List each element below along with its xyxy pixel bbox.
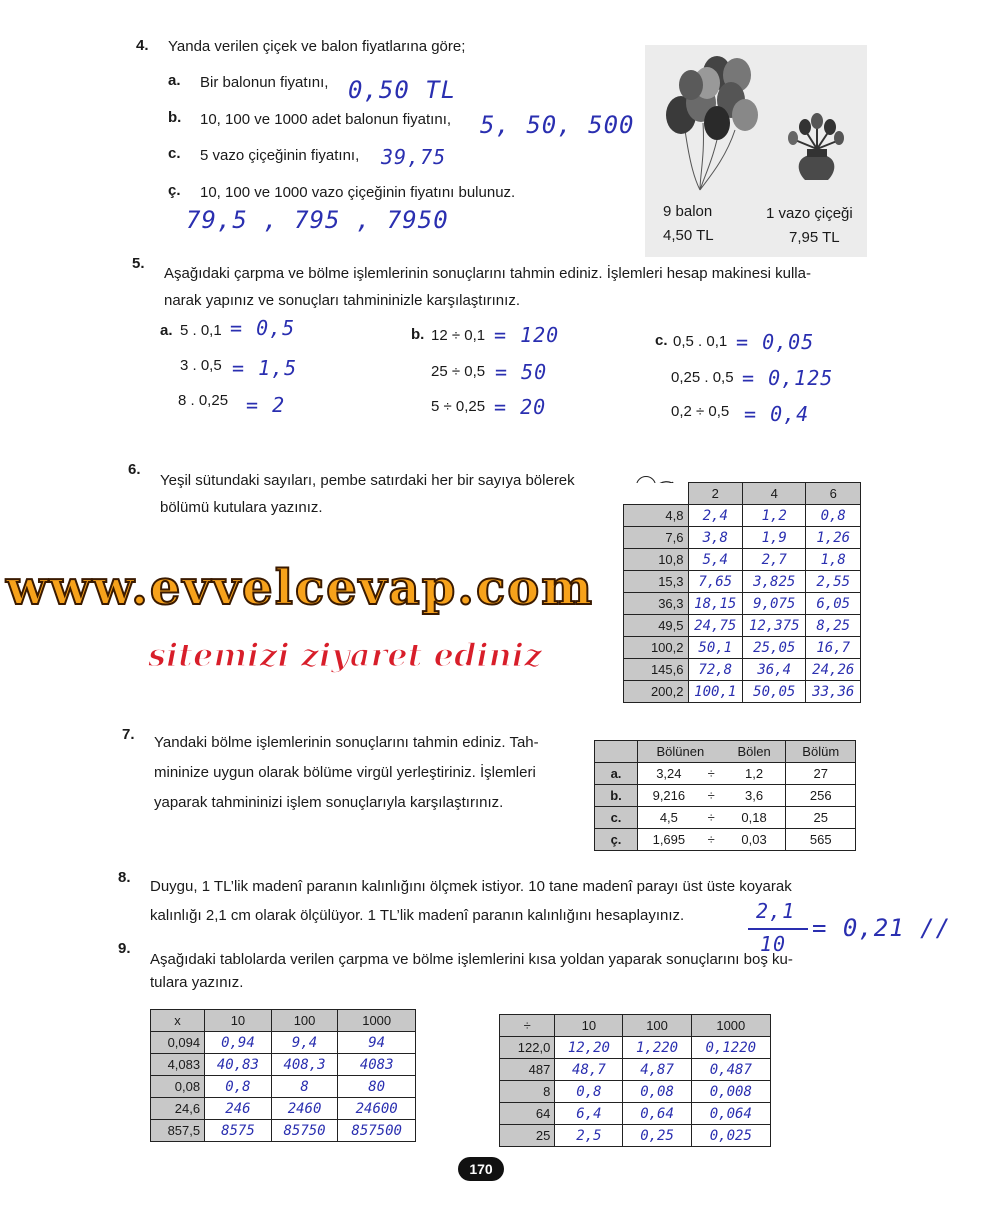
q6-row: [624, 681, 861, 703]
q9-div-answer-cell: 0,064: [691, 1103, 770, 1125]
q9-div-answer-cell: 2,5: [555, 1125, 623, 1147]
q5b-1: 12 ÷ 0,1: [431, 327, 486, 344]
q7-operator: ÷: [700, 785, 723, 807]
q4b-text: 10, 100 ve 1000 adet balonun fiyatını,: [200, 111, 452, 128]
q6-row: [624, 549, 861, 571]
q6-answer-cell: 1,9: [743, 527, 806, 549]
q4b-answer: 5, 50, 500: [480, 111, 635, 139]
q6-number: 6.: [128, 461, 141, 478]
q9-mul-answer-cell: 857500: [338, 1120, 416, 1142]
q6-row: [624, 615, 861, 637]
q6-row: [624, 527, 861, 549]
q6-text-2: bölümü kutulara yazınız.: [160, 499, 323, 516]
q6-row: [624, 571, 861, 593]
q9-mul-row-label: 4,083: [151, 1054, 205, 1076]
q4b-label: b.: [168, 109, 182, 126]
q5b-2: 25 ÷ 0,5: [431, 363, 486, 380]
q9-div-answer-cell: 4,87: [623, 1059, 691, 1081]
q9-mul-row: [151, 1054, 416, 1076]
q8-text-2: kalınlığı 2,1 cm olarak ölçülüyor. 1 TL’lik madenî paranın kalınlığını hesaplayınız.: [150, 907, 685, 924]
q6-answer-cell: 2,4: [688, 505, 743, 527]
q9-div-answer-cell: 0,487: [691, 1059, 770, 1081]
q4c-text: 5 vazo çiçeğinin fiyatını,: [200, 147, 360, 164]
q5a-3: 8 . 0,25: [178, 392, 229, 409]
q7-row: [595, 829, 856, 851]
q9-mul-answer-cell: 408,3: [271, 1054, 338, 1076]
q9-mul-header: 100: [271, 1010, 338, 1032]
q9-div-row-label: 64: [500, 1103, 555, 1125]
q5c-3: 0,2 ÷ 0,5: [671, 403, 730, 420]
q5-text-2: narak yapınız ve sonuçları tahmininizle karşılaştırınız.: [164, 292, 520, 309]
q7-text-2: mininize uygun olarak bölüme virgül yerleştiriniz. İşlemleri: [154, 764, 536, 781]
q5a-1-answer: = 0,5: [230, 316, 296, 340]
q7-row: [595, 807, 856, 829]
q5b-1-answer: = 120: [494, 323, 560, 347]
q9-multiplication-table: [150, 1009, 416, 1142]
q9-div-answer-cell: 12,20: [555, 1037, 623, 1059]
q9-mul-answer-cell: 85750: [271, 1120, 338, 1142]
q9-mul-answer-cell: 24600: [338, 1098, 416, 1120]
q6-answer-cell: 24,75: [688, 615, 743, 637]
q7-row-label: ç.: [595, 829, 638, 851]
q8-answer-denominator: 10: [760, 932, 787, 956]
q7-divisor: 0,18: [723, 807, 786, 829]
page-number: 170: [458, 1157, 504, 1181]
q9-mul-answer-cell: 9,4: [271, 1032, 338, 1054]
q4d-text: 10, 100 ve 1000 vazo çiçeğinin fiyatını bulunuz.: [200, 184, 516, 201]
q6-answer-cell: 72,8: [688, 659, 743, 681]
watermark-site: www.evvelcevap.com: [6, 560, 594, 616]
balloon-caption-1: 9 balon: [663, 203, 713, 220]
q9-mul-header: 10: [205, 1010, 272, 1032]
q7-divisor: 3,6: [723, 785, 786, 807]
q4-number: 4.: [136, 37, 149, 54]
q6-division-table: [623, 482, 861, 703]
q5b-2-answer: = 50: [495, 360, 548, 384]
q9-div-answer-cell: 0,025: [691, 1125, 770, 1147]
q6-answer-cell: 50,1: [688, 637, 743, 659]
q8-answer-result: = 0,21 //: [812, 914, 952, 942]
q6-header-cell: 2: [688, 483, 743, 505]
q6-row-label: 15,3: [624, 571, 689, 593]
q7-dividend: 9,216: [638, 785, 700, 807]
q6-answer-cell: 5,4: [688, 549, 743, 571]
q4a-label: a.: [168, 72, 181, 89]
q9-div-row-label: 487: [500, 1059, 555, 1081]
q5c-2: 0,25 . 0,5: [671, 369, 734, 386]
q6-header-cell: 6: [806, 483, 861, 505]
q7-quotient: 256: [786, 785, 856, 807]
q7-dividend: 4,5: [638, 807, 700, 829]
q9-mul-answer-cell: 246: [205, 1098, 272, 1120]
q7-number: 7.: [122, 726, 135, 743]
vase-caption-1: 1 vazo çiçeği: [766, 205, 853, 222]
q9-div-row: [500, 1081, 771, 1103]
q7-divisor: 0,03: [723, 829, 786, 851]
q9-div-row-label: 8: [500, 1081, 555, 1103]
q6-answer-cell: 50,05: [743, 681, 806, 703]
q4c-label: c.: [168, 145, 181, 162]
vase-flower-icon: [788, 113, 844, 180]
q9-mul-answer-cell: 0,8: [205, 1076, 272, 1098]
q9-div-row: [500, 1103, 771, 1125]
q7-dividend: 1,695: [638, 829, 700, 851]
q9-div-header: 1000: [691, 1015, 770, 1037]
q9-div-answer-cell: 0,08: [623, 1081, 691, 1103]
q5b-label: b.: [411, 326, 425, 343]
q9-div-row: [500, 1037, 771, 1059]
q5c-label: c.: [655, 332, 668, 349]
q6-header-cell: 4: [743, 483, 806, 505]
q6-answer-cell: 100,1: [688, 681, 743, 703]
balloons-icon: [666, 56, 758, 190]
q9-div-answer-cell: 48,7: [555, 1059, 623, 1081]
q5a-2-answer: = 1,5: [232, 356, 298, 380]
q7-division-table: [594, 740, 856, 851]
q9-div-header: 10: [555, 1015, 623, 1037]
q6-answer-cell: 33,36: [806, 681, 861, 703]
q6-answer-cell: 9,075: [743, 593, 806, 615]
q6-row-label: 200,2: [624, 681, 689, 703]
q9-mul-answer-cell: 40,83: [205, 1054, 272, 1076]
q7-row: [595, 763, 856, 785]
q6-row: [624, 637, 861, 659]
q6-answer-cell: 12,375: [743, 615, 806, 637]
q9-mul-header: 1000: [338, 1010, 416, 1032]
q9-text-1: Aşağıdaki tablolarda verilen çarpma ve bölme işlemlerini kısa yoldan yaparak sonuçlarını boş ku-: [150, 951, 793, 968]
q7-header-dividend: Bölünen: [638, 741, 723, 763]
q5b-3-answer: = 20: [494, 395, 547, 419]
q5a-3-answer: = 2: [246, 393, 286, 417]
q8-text-1: Duygu, 1 TL’lik madenî paranın kalınlığını ölçmek istiyor. 10 tane madenî parayı üst üste koyarak: [150, 878, 792, 895]
q9-div-row-label: 25: [500, 1125, 555, 1147]
q7-operator: ÷: [700, 807, 723, 829]
q6-answer-cell: 1,8: [806, 549, 861, 571]
q9-text-2: tulara yazınız.: [150, 974, 244, 991]
q9-mul-row: [151, 1076, 416, 1098]
q9-mul-answer-cell: 80: [338, 1076, 416, 1098]
q5a-2: 3 . 0,5: [180, 357, 222, 374]
q7-quotient: 565: [786, 829, 856, 851]
q5-number: 5.: [132, 255, 145, 272]
q4a-answer: 0,50 TL: [348, 76, 457, 104]
q9-mul-answer-cell: 2460: [271, 1098, 338, 1120]
q7-dividend: 3,24: [638, 763, 700, 785]
balloon-caption-2: 4,50 TL: [663, 227, 714, 244]
q9-div-answer-cell: 0,008: [691, 1081, 770, 1103]
q4a-text: Bir balonun fiyatını,: [200, 74, 329, 91]
q6-answer-cell: 6,05: [806, 593, 861, 615]
q6-answer-cell: 3,8: [688, 527, 743, 549]
q9-mul-row: [151, 1120, 416, 1142]
q6-row: [624, 659, 861, 681]
vase-caption-2: 7,95 TL: [789, 229, 840, 246]
q9-mul-answer-cell: 94: [338, 1032, 416, 1054]
q9-mul-header: x: [151, 1010, 205, 1032]
q9-mul-row-label: 857,5: [151, 1120, 205, 1142]
q9-div-answer-cell: 6,4: [555, 1103, 623, 1125]
q7-text-3: yaparak tahmininizi işlem sonuçlarıyla karşılaştırınız.: [154, 794, 504, 811]
q6-answer-cell: 2,55: [806, 571, 861, 593]
q6-text-1: Yeşil sütundaki sayıları, pembe satırdaki her bir sayıya bölerek: [160, 472, 575, 489]
q9-div-header: ÷: [500, 1015, 555, 1037]
q9-mul-answer-cell: 0,94: [205, 1032, 272, 1054]
q7-corner: [595, 741, 638, 763]
q9-mul-answer-cell: 8575: [205, 1120, 272, 1142]
q7-header-divisor: Bölen: [723, 741, 786, 763]
q9-mul-row-label: 0,08: [151, 1076, 205, 1098]
q9-div-row-label: 122,0: [500, 1037, 555, 1059]
watermark-visit: sitemizi ziyaret ediniz: [148, 636, 543, 674]
q5c-1: 0,5 . 0,1: [673, 333, 728, 350]
q5c-1-answer: = 0,05: [736, 330, 815, 354]
q7-row-label: c.: [595, 807, 638, 829]
q6-answer-cell: 36,4: [743, 659, 806, 681]
q7-divisor: 1,2: [723, 763, 786, 785]
q6-answer-cell: 2,7: [743, 549, 806, 571]
q4d-answer: 79,5 , 795 , 7950: [186, 206, 449, 234]
q8-fraction-bar: [748, 928, 808, 930]
q7-quotient: 27: [786, 763, 856, 785]
q9-mul-row: [151, 1032, 416, 1054]
q9-mul-row-label: 24,6: [151, 1098, 205, 1120]
q4d-label: ç.: [168, 182, 181, 199]
q9-div-answer-cell: 0,8: [555, 1081, 623, 1103]
q6-row-label: 4,8: [624, 505, 689, 527]
q5a-1: 5 . 0,1: [180, 322, 222, 339]
q6-row-label: 36,3: [624, 593, 689, 615]
q6-row: [624, 593, 861, 615]
q8-answer-numerator: 2,1: [756, 899, 796, 923]
q7-row-label: a.: [595, 763, 638, 785]
price-picture: [645, 45, 867, 257]
q6-row-label: 7,6: [624, 527, 689, 549]
q9-div-row: [500, 1125, 771, 1147]
q9-mul-answer-cell: 4083: [338, 1054, 416, 1076]
q9-div-answer-cell: 0,1220: [691, 1037, 770, 1059]
q7-operator: ÷: [700, 763, 723, 785]
q6-answer-cell: 24,26: [806, 659, 861, 681]
q8-number: 8.: [118, 869, 131, 886]
q6-answer-cell: 16,7: [806, 637, 861, 659]
q6-answer-cell: 25,05: [743, 637, 806, 659]
q9-div-row: [500, 1059, 771, 1081]
q7-row: [595, 785, 856, 807]
q7-operator: ÷: [700, 829, 723, 851]
q7-header-quotient: Bölüm: [786, 741, 856, 763]
q6-corner: [624, 483, 689, 505]
q5a-label: a.: [160, 322, 173, 339]
q9-div-answer-cell: 0,64: [623, 1103, 691, 1125]
q4-text: Yanda verilen çiçek ve balon fiyatlarına göre;: [168, 38, 466, 55]
q6-row-label: 100,2: [624, 637, 689, 659]
q9-mul-row: [151, 1098, 416, 1120]
q9-number: 9.: [118, 940, 131, 957]
q6-answer-cell: 3,825: [743, 571, 806, 593]
q6-row-label: 49,5: [624, 615, 689, 637]
q6-row-label: 10,8: [624, 549, 689, 571]
q7-row-label: b.: [595, 785, 638, 807]
q9-division-table: [499, 1014, 771, 1147]
q9-mul-row-label: 0,094: [151, 1032, 205, 1054]
q9-mul-answer-cell: 8: [271, 1076, 338, 1098]
q6-answer-cell: 8,25: [806, 615, 861, 637]
q6-answer-cell: 7,65: [688, 571, 743, 593]
q7-text-1: Yandaki bölme işlemlerinin sonuçlarını tahmin ediniz. Tah-: [154, 734, 539, 751]
q5b-3: 5 ÷ 0,25: [431, 398, 486, 415]
q6-row-label: 145,6: [624, 659, 689, 681]
q5-text-1: Aşağıdaki çarpma ve bölme işlemlerinin sonuçlarını tahmin ediniz. İşlemleri hesap makinesi kulla-: [164, 265, 811, 282]
q9-div-answer-cell: 0,25: [623, 1125, 691, 1147]
q6-answer-cell: 1,2: [743, 505, 806, 527]
q5c-2-answer: = 0,125: [742, 366, 834, 390]
q6-answer-cell: 0,8: [806, 505, 861, 527]
q5c-3-answer: = 0,4: [744, 402, 810, 426]
q6-answer-cell: 18,15: [688, 593, 743, 615]
q9-div-header: 100: [623, 1015, 691, 1037]
q7-quotient: 25: [786, 807, 856, 829]
q4c-answer: 39,75: [381, 145, 447, 169]
q6-answer-cell: 1,26: [806, 527, 861, 549]
q6-row: [624, 505, 861, 527]
q9-div-answer-cell: 1,220: [623, 1037, 691, 1059]
balloons-and-vase-illustration: [645, 45, 867, 205]
